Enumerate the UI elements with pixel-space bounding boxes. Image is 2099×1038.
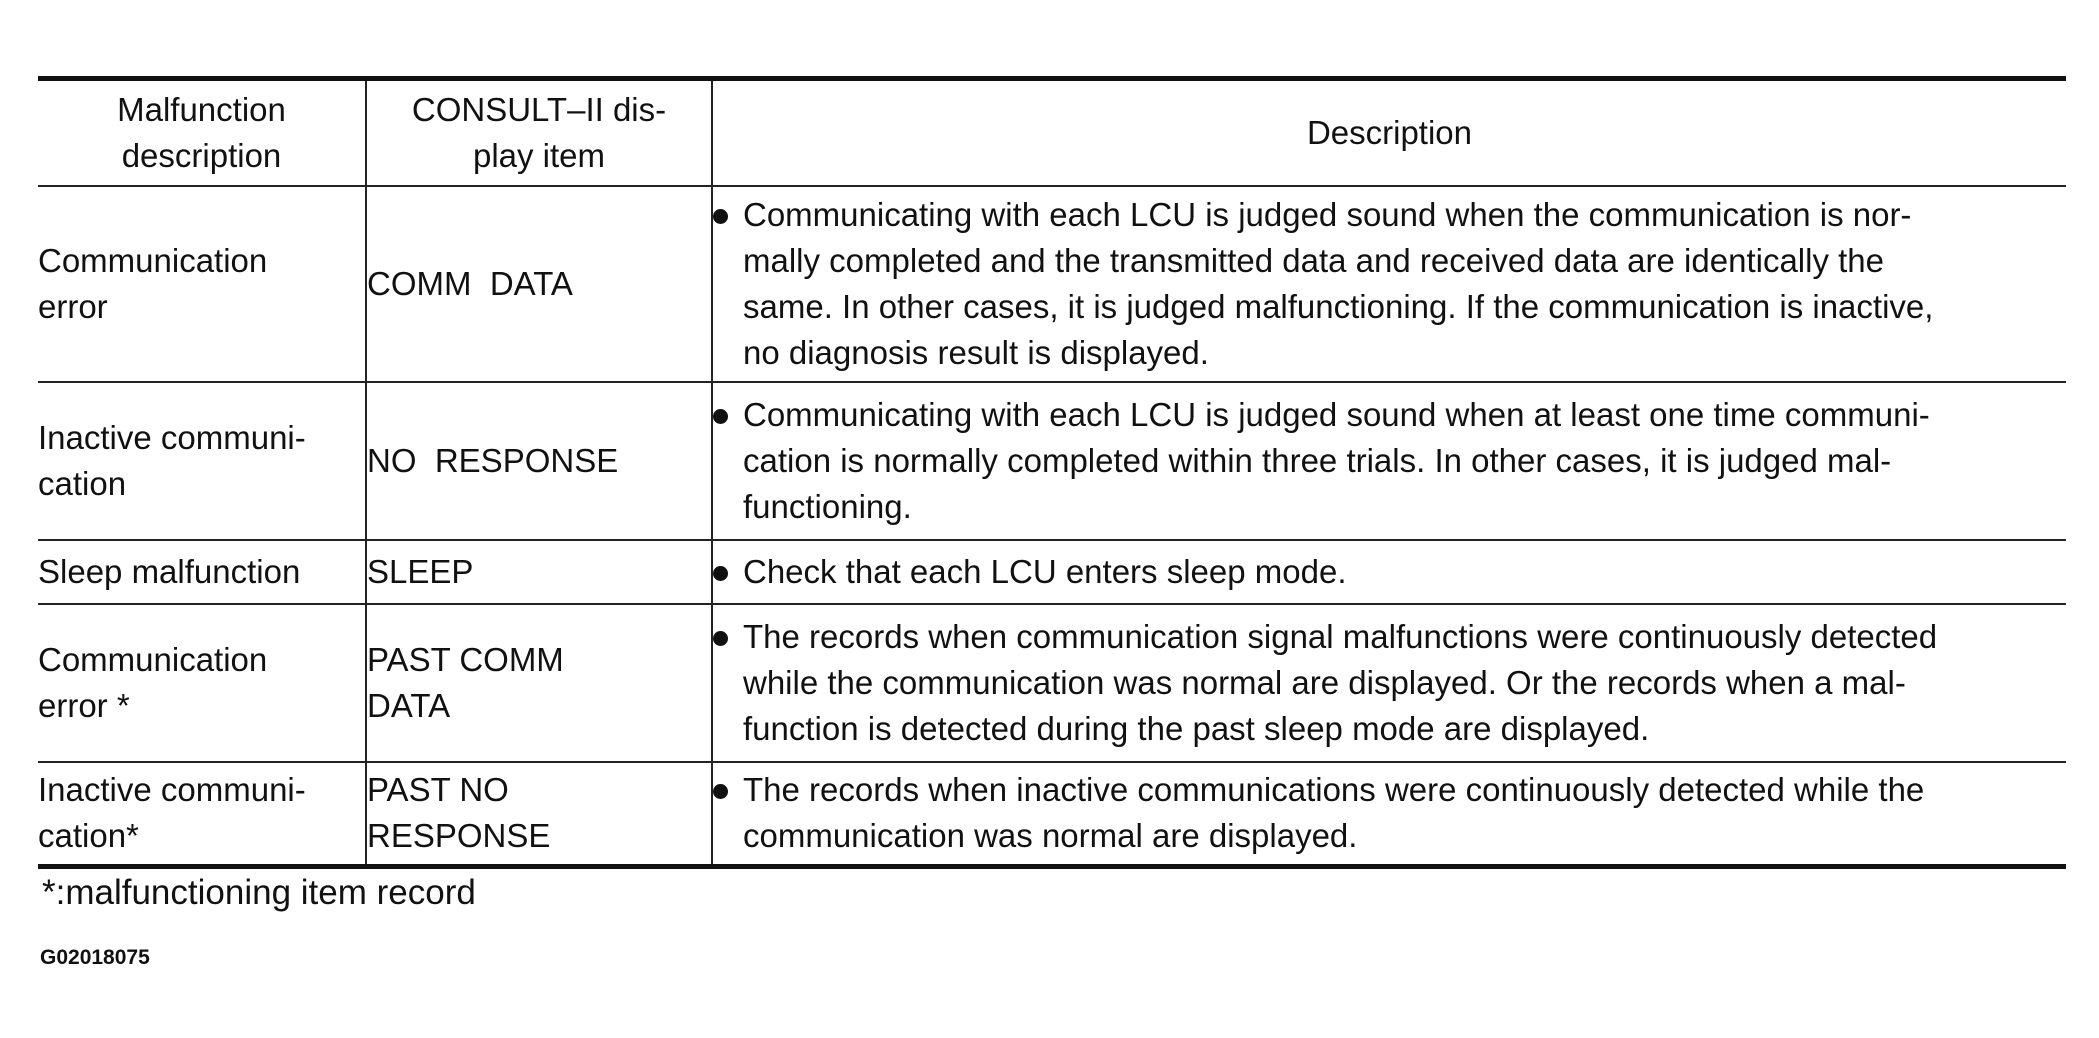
malfunction-cell <box>38 186 366 382</box>
bullet-icon <box>713 392 743 424</box>
header-display-item-label: CONSULT–II dis- play item <box>411 91 667 174</box>
header-malfunction-description <box>38 79 366 187</box>
diagnosis-table <box>38 76 2066 869</box>
description-cell <box>712 604 2066 762</box>
description-text: Check that each LCU enters sleep mode. <box>743 553 1347 590</box>
description-text: The records when inactive communications were continuously detected while the communication was normal are displayed. <box>743 771 1925 855</box>
header-display-item <box>366 79 712 187</box>
display-item-cell <box>366 382 712 540</box>
display-item-cell <box>366 540 712 604</box>
bullet-icon <box>713 549 743 581</box>
table-row <box>38 604 2066 762</box>
display-item-text: PAST COMM DATA <box>367 641 564 724</box>
display-item-text: NO RESPONSE <box>367 442 619 479</box>
malfunction-text: Inactive communi- cation <box>38 419 306 502</box>
description-text: The records when communication signal malfunctions were continuously detected while the communication was normal are displayed. Or the records when a mal- function is detected during the past sleep mode are displayed. <box>743 618 1938 747</box>
malfunction-text: Communication error * <box>38 641 268 724</box>
malfunction-text: Communication error <box>38 242 268 325</box>
malfunction-cell <box>38 540 366 604</box>
display-item-text: PAST NO RESPONSE <box>367 771 551 855</box>
display-item-text: COMM DATA <box>367 265 573 302</box>
bullet-icon <box>713 192 743 224</box>
description-cell <box>712 540 2066 604</box>
figure-id: G02018075 <box>40 946 150 969</box>
display-item-text: SLEEP <box>367 553 474 590</box>
diagnosis-table-container <box>38 76 2066 869</box>
display-item-cell <box>366 604 712 762</box>
description-cell <box>712 186 2066 382</box>
bullet-icon <box>713 614 743 646</box>
table-row <box>38 540 2066 604</box>
header-malfunction-label: Malfunction description <box>117 91 286 174</box>
table-header-row <box>38 79 2066 187</box>
description-text: Communicating with each LCU is judged sound when the communication is nor- mally completed and the transmitted data and received data are identically the same. In other cases, it is judged malfunctioning. If the communication is inactive, no diagnosis result is displayed. <box>743 196 1934 371</box>
table-row <box>38 186 2066 382</box>
description-cell <box>712 382 2066 540</box>
malfunction-cell <box>38 382 366 540</box>
table-row <box>38 382 2066 540</box>
description-text: Communicating with each LCU is judged sound when at least one time communi- cation is normally completed within three trials. In other cases, it is judged mal- functioning. <box>743 396 1930 525</box>
malfunction-text: Inactive communi- cation* <box>38 771 306 855</box>
malfunction-text: Sleep malfunction <box>38 553 301 590</box>
description-cell <box>712 762 2066 866</box>
display-item-cell <box>366 762 712 866</box>
malfunction-cell <box>38 762 366 866</box>
footnote: *:malfunctioning item record <box>42 873 476 912</box>
malfunction-cell <box>38 604 366 762</box>
table-row <box>38 762 2066 866</box>
header-description <box>712 79 2066 187</box>
header-description-label: Description <box>1306 114 1473 151</box>
bullet-icon <box>713 767 743 799</box>
display-item-cell <box>366 186 712 382</box>
